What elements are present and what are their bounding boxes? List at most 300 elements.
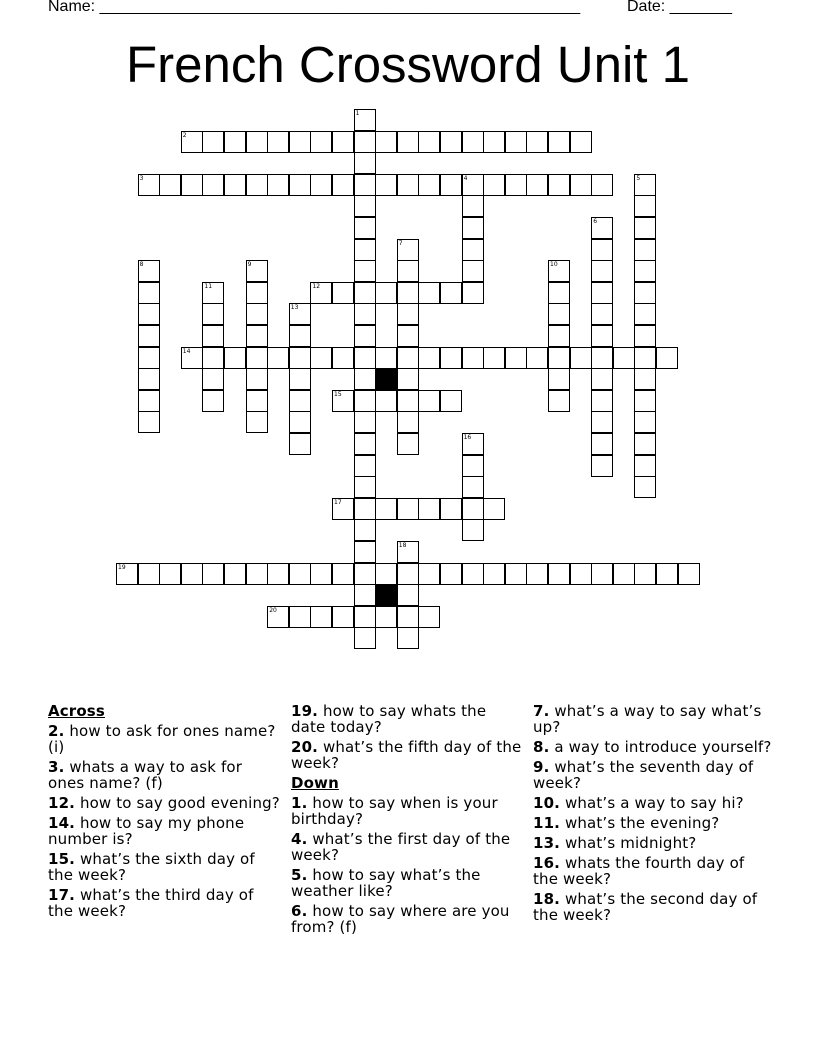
clue-number: 12. [48, 794, 76, 812]
grid-cell[interactable] [483, 131, 505, 153]
grid-cell[interactable] [138, 347, 160, 369]
grid-cell[interactable] [526, 563, 548, 585]
grid-cell[interactable] [397, 411, 419, 433]
clue-down-16 [533, 855, 773, 887]
grid-cell[interactable] [332, 347, 354, 369]
grid-cell[interactable] [505, 131, 527, 153]
grid-cell[interactable] [418, 606, 440, 628]
grid-cell[interactable] [354, 368, 376, 390]
grid-cell[interactable] [310, 174, 332, 196]
grid-cell[interactable] [591, 563, 613, 585]
grid-cell[interactable] [332, 563, 354, 585]
clue-text: what’s the second day of the week? [533, 890, 758, 924]
cell-number: 7 [398, 239, 403, 247]
grid-cell[interactable] [138, 411, 160, 433]
grid-cell[interactable] [462, 217, 484, 239]
grid-cell[interactable] [483, 563, 505, 585]
grid-cell[interactable] [548, 368, 570, 390]
grid-cell[interactable] [375, 282, 397, 304]
grid-cell[interactable] [613, 347, 635, 369]
grid-cell[interactable] [354, 239, 376, 261]
clue-text: whats the fourth day of the week? [533, 854, 745, 888]
grid-cell[interactable] [289, 303, 311, 325]
grid-cell[interactable] [354, 109, 376, 131]
grid-cell[interactable] [591, 217, 613, 239]
clue-text: what’s the evening? [564, 814, 720, 832]
grid-cell[interactable] [591, 390, 613, 412]
grid-cell[interactable] [289, 390, 311, 412]
grid-cell[interactable] [224, 174, 246, 196]
black-square [375, 368, 397, 390]
cell-number: 11 [204, 282, 213, 290]
grid-cell[interactable] [202, 282, 224, 304]
clue-across-2 [48, 723, 280, 755]
grid-cell[interactable] [483, 498, 505, 520]
grid-cell[interactable] [181, 563, 203, 585]
grid-cell[interactable] [526, 347, 548, 369]
clue-number: 19. [291, 702, 319, 720]
grid-cell[interactable] [354, 282, 376, 304]
grid-cell[interactable] [375, 606, 397, 628]
clues-column-2 [291, 699, 523, 935]
grid-cell[interactable] [224, 131, 246, 153]
clue-text: what’s the third day of the week? [48, 886, 254, 920]
grid-cell[interactable] [440, 563, 462, 585]
grid-cell[interactable] [310, 347, 332, 369]
clue-text: how to say where are you from? (f) [291, 902, 510, 936]
clue-text: how to ask for ones name? (i) [48, 722, 276, 756]
grid-cell[interactable] [246, 282, 268, 304]
cell-number: 12 [312, 282, 321, 290]
grid-cell[interactable] [462, 455, 484, 477]
grid-cell[interactable] [332, 131, 354, 153]
clue-down-13 [533, 835, 773, 851]
grid-cell[interactable] [397, 368, 419, 390]
cell-number: 17 [334, 498, 342, 506]
clue-text: how to say my phone number is? [48, 814, 245, 848]
grid-cell[interactable] [570, 174, 592, 196]
clue-across-15 [48, 851, 280, 883]
grid-cell[interactable] [591, 260, 613, 282]
clue-down-9 [533, 759, 773, 791]
cell-number: 9 [247, 261, 252, 269]
grid-cell[interactable] [138, 260, 160, 282]
grid-cell[interactable] [354, 131, 376, 153]
clue-number: 17. [48, 886, 76, 904]
grid-cell[interactable] [138, 368, 160, 390]
grid-cell[interactable] [289, 368, 311, 390]
black-square [375, 584, 397, 606]
cell-number: 1 [355, 110, 360, 117]
grid-cell[interactable] [462, 433, 484, 455]
grid-cell[interactable] [289, 347, 311, 369]
grid-cell[interactable] [634, 239, 656, 261]
grid-cell[interactable] [397, 303, 419, 325]
across-heading: Across [48, 702, 105, 720]
grid-cell[interactable] [332, 174, 354, 196]
grid-cell[interactable] [397, 433, 419, 455]
clue-down-4 [291, 831, 523, 863]
grid-cell[interactable] [591, 282, 613, 304]
grid-cell[interactable] [354, 541, 376, 563]
clue-text: how to say what’s the weather like? [291, 866, 481, 900]
grid-cell[interactable] [634, 368, 656, 390]
grid-cell[interactable] [375, 390, 397, 412]
clue-number: 11. [533, 814, 561, 832]
grid-cell[interactable] [548, 260, 570, 282]
grid-cell[interactable] [375, 347, 397, 369]
grid-cell[interactable] [354, 627, 376, 649]
grid-cell[interactable] [310, 131, 332, 153]
grid-cell[interactable] [354, 260, 376, 282]
grid-cell[interactable] [462, 282, 484, 304]
grid-cell[interactable] [591, 368, 613, 390]
grid-cell[interactable] [634, 390, 656, 412]
grid-cell[interactable] [548, 131, 570, 153]
grid-cell[interactable] [224, 563, 246, 585]
grid-cell[interactable] [397, 325, 419, 347]
grid-cell[interactable] [289, 131, 311, 153]
grid-cell[interactable] [440, 390, 462, 412]
grid-cell[interactable] [354, 455, 376, 477]
grid-cell[interactable] [138, 303, 160, 325]
cell-number: 4 [463, 174, 468, 182]
grid-cell[interactable] [354, 476, 376, 498]
grid-cell[interactable] [483, 174, 505, 196]
grid-cell[interactable] [289, 433, 311, 455]
grid-cell[interactable] [397, 282, 419, 304]
clue-text: what’s the seventh day of week? [533, 758, 754, 792]
clue-number: 4. [291, 830, 308, 848]
grid-cell[interactable] [418, 563, 440, 585]
grid-cell[interactable] [224, 347, 246, 369]
grid-cell[interactable] [332, 282, 354, 304]
grid-cell[interactable] [289, 174, 311, 196]
grid-cell[interactable] [591, 239, 613, 261]
grid-cell[interactable] [267, 174, 289, 196]
grid-cell[interactable] [397, 627, 419, 649]
grid-cell[interactable] [397, 390, 419, 412]
grid-cell[interactable] [138, 390, 160, 412]
grid-cell[interactable] [289, 411, 311, 433]
clue-down-18 [533, 891, 773, 923]
cell-number: 13 [290, 304, 299, 312]
grid-cell[interactable] [634, 325, 656, 347]
grid-cell[interactable] [418, 282, 440, 304]
grid-cell[interactable] [397, 541, 419, 563]
grid-cell[interactable] [634, 303, 656, 325]
grid-cell[interactable] [354, 195, 376, 217]
grid-cell[interactable] [462, 563, 484, 585]
grid-cell[interactable] [634, 347, 656, 369]
grid-cell[interactable] [375, 563, 397, 585]
grid-cell[interactable] [656, 563, 678, 585]
clue-text: what’s a way to say hi? [564, 794, 744, 812]
grid-cell[interactable] [634, 260, 656, 282]
grid-cell[interactable] [354, 498, 376, 520]
grid-cell[interactable] [397, 347, 419, 369]
clue-number: 3. [48, 758, 65, 776]
clue-across-20 [291, 739, 523, 771]
grid-cell[interactable] [246, 303, 268, 325]
clue-number: 9. [533, 758, 550, 776]
grid-cell[interactable] [462, 131, 484, 153]
grid-cell[interactable] [656, 347, 678, 369]
grid-cell[interactable] [202, 368, 224, 390]
grid-cell[interactable] [397, 606, 419, 628]
grid-cell[interactable] [246, 260, 268, 282]
grid-cell[interactable] [397, 563, 419, 585]
clue-text: what’s the first day of the week? [291, 830, 511, 864]
grid-cell[interactable] [267, 606, 289, 628]
grid-cell[interactable] [246, 347, 268, 369]
down-heading: Down [291, 774, 339, 792]
grid-cell[interactable] [310, 282, 332, 304]
grid-cell[interactable] [354, 390, 376, 412]
grid-cell[interactable] [267, 347, 289, 369]
cell-number: 15 [334, 390, 342, 398]
cell-number: 16 [463, 434, 472, 441]
grid-cell[interactable] [613, 563, 635, 585]
grid-cell[interactable] [591, 433, 613, 455]
grid-cell[interactable] [462, 260, 484, 282]
grid-cell[interactable] [462, 239, 484, 261]
clue-text: what’s a way to say what’s up? [533, 702, 762, 736]
clue-down-1 [291, 795, 523, 827]
grid-cell[interactable] [289, 563, 311, 585]
grid-cell[interactable] [202, 131, 224, 153]
clue-number: 16. [533, 854, 561, 872]
cell-number: 14 [182, 347, 191, 355]
grid-cell[interactable] [246, 174, 268, 196]
grid-cell[interactable] [591, 411, 613, 433]
clue-down-7 [533, 703, 773, 735]
grid-cell[interactable] [418, 131, 440, 153]
clue-text: what’s the fifth day of the week? [291, 738, 522, 772]
grid-cell[interactable] [202, 563, 224, 585]
grid-cell[interactable] [634, 476, 656, 498]
grid-cell[interactable] [462, 498, 484, 520]
grid-cell[interactable] [440, 131, 462, 153]
grid-cell[interactable] [440, 174, 462, 196]
clue-text: how to say good evening? [79, 794, 280, 812]
grid-cell[interactable] [548, 303, 570, 325]
clue-number: 20. [291, 738, 319, 756]
grid-cell[interactable] [678, 563, 700, 585]
grid-cell[interactable] [462, 347, 484, 369]
grid-cell[interactable] [202, 303, 224, 325]
grid-cell[interactable] [548, 390, 570, 412]
clue-number: 10. [533, 794, 561, 812]
clue-text: a way to introduce yourself? [554, 738, 772, 756]
grid-cell[interactable] [526, 131, 548, 153]
grid-cell[interactable] [397, 260, 419, 282]
grid-cell[interactable] [138, 174, 160, 196]
grid-cell[interactable] [159, 174, 181, 196]
grid-cell[interactable] [634, 563, 656, 585]
grid-cell[interactable] [634, 282, 656, 304]
grid-cell[interactable] [246, 411, 268, 433]
grid-cell[interactable] [505, 563, 527, 585]
grid-cell[interactable] [354, 519, 376, 541]
grid-cell[interactable] [267, 131, 289, 153]
clue-number: 5. [291, 866, 308, 884]
grid-cell[interactable] [397, 498, 419, 520]
cell-number: 2 [182, 131, 187, 139]
grid-cell[interactable] [548, 347, 570, 369]
grid-cell[interactable] [634, 433, 656, 455]
grid-cell[interactable] [375, 131, 397, 153]
grid-cell[interactable] [634, 195, 656, 217]
clues-column-3 [533, 699, 773, 923]
cell-number: 3 [139, 174, 144, 182]
grid-cell[interactable] [159, 563, 181, 585]
clue-across-17 [48, 887, 280, 919]
grid-cell[interactable] [138, 325, 160, 347]
grid-cell[interactable] [505, 174, 527, 196]
grid-cell[interactable] [418, 174, 440, 196]
grid-cell[interactable] [138, 282, 160, 304]
grid-cell[interactable] [354, 606, 376, 628]
clue-number: 18. [533, 890, 561, 908]
grid-cell[interactable] [462, 519, 484, 541]
grid-cell[interactable] [246, 390, 268, 412]
clue-down-5 [291, 867, 523, 899]
grid-cell[interactable] [418, 347, 440, 369]
cell-number: 8 [139, 261, 144, 269]
grid-cell[interactable] [462, 174, 484, 196]
clue-number: 8. [533, 738, 550, 756]
grid-cell[interactable] [202, 390, 224, 412]
grid-cell[interactable] [570, 347, 592, 369]
grid-cell[interactable] [354, 347, 376, 369]
page-title: French Crossword Unit 1 [125, 36, 690, 93]
clue-number: 7. [533, 702, 550, 720]
grid-cell[interactable] [202, 174, 224, 196]
grid-cell[interactable] [634, 411, 656, 433]
grid-cell[interactable] [548, 563, 570, 585]
grid-cell[interactable] [354, 152, 376, 174]
grid-cell[interactable] [591, 455, 613, 477]
clue-number: 6. [291, 902, 308, 920]
cell-number: 19 [118, 563, 126, 571]
cell-number: 10 [550, 261, 558, 269]
grid-cell[interactable] [354, 584, 376, 606]
grid-cell[interactable] [246, 368, 268, 390]
grid-cell[interactable] [462, 195, 484, 217]
grid-cell[interactable] [354, 303, 376, 325]
grid-cell[interactable] [246, 563, 268, 585]
grid-cell[interactable] [634, 174, 656, 196]
grid-cell[interactable] [246, 131, 268, 153]
grid-cell[interactable] [354, 325, 376, 347]
grid-cell[interactable] [289, 325, 311, 347]
cell-number: 6 [593, 218, 598, 225]
grid-cell[interactable] [310, 606, 332, 628]
grid-cell[interactable] [332, 606, 354, 628]
grid-cell[interactable] [548, 282, 570, 304]
grid-cell[interactable] [354, 174, 376, 196]
grid-cell[interactable] [202, 325, 224, 347]
grid-cell[interactable] [267, 563, 289, 585]
grid-cell[interactable] [440, 347, 462, 369]
clue-text: whats a way to ask for ones name? (f) [48, 758, 243, 792]
grid-cell[interactable] [397, 174, 419, 196]
grid-cell[interactable] [375, 498, 397, 520]
grid-cell[interactable] [591, 303, 613, 325]
grid-cell[interactable] [354, 563, 376, 585]
grid-cell[interactable] [634, 217, 656, 239]
grid-cell[interactable] [418, 498, 440, 520]
clue-text: how to say when is your birthday? [291, 794, 498, 828]
cell-number: 18 [398, 542, 407, 549]
grid-cell[interactable] [591, 347, 613, 369]
grid-cell[interactable] [483, 347, 505, 369]
grid-cell[interactable] [246, 325, 268, 347]
grid-cell[interactable] [440, 498, 462, 520]
grid-cell[interactable] [181, 174, 203, 196]
grid-cell[interactable] [181, 131, 203, 153]
clue-number: 14. [48, 814, 76, 832]
grid-cell[interactable] [526, 174, 548, 196]
grid-cell[interactable] [116, 563, 138, 585]
grid-cell[interactable] [354, 217, 376, 239]
grid-cell[interactable] [138, 563, 160, 585]
clue-number: 15. [48, 850, 76, 868]
grid-cell[interactable] [591, 174, 613, 196]
grid-cell[interactable] [397, 584, 419, 606]
grid-cell[interactable] [548, 325, 570, 347]
grid-cell[interactable] [462, 476, 484, 498]
grid-cell[interactable] [202, 347, 224, 369]
name-field: Name: ______________________________________________________ [48, 0, 581, 15]
clue-down-10 [533, 795, 773, 811]
grid-cell[interactable] [570, 131, 592, 153]
grid-cell[interactable] [354, 411, 376, 433]
clue-text: how to say whats the date today? [291, 702, 487, 736]
clue-down-8 [533, 739, 773, 755]
date-field: Date: _______ [627, 0, 732, 15]
clue-down-11 [533, 815, 773, 831]
clue-number: 13. [533, 834, 561, 852]
grid-cell[interactable] [570, 563, 592, 585]
grid-cell[interactable] [332, 498, 354, 520]
grid-cell[interactable] [397, 131, 419, 153]
grid-cell[interactable] [354, 433, 376, 455]
clue-across-3 [48, 759, 280, 791]
clue-across-14 [48, 815, 280, 847]
grid-cell[interactable] [634, 455, 656, 477]
grid-cell[interactable] [332, 390, 354, 412]
grid-cell[interactable] [505, 347, 527, 369]
clue-number: 1. [291, 794, 308, 812]
clue-number: 2. [48, 722, 65, 740]
grid-cell[interactable] [397, 239, 419, 261]
clues-column-1 [48, 699, 280, 919]
grid-cell[interactable] [310, 563, 332, 585]
clue-across-12 [48, 795, 280, 811]
grid-cell[interactable] [591, 325, 613, 347]
grid-cell[interactable] [548, 174, 570, 196]
grid-cell[interactable] [440, 282, 462, 304]
clue-down-6 [291, 903, 523, 935]
grid-cell[interactable] [375, 174, 397, 196]
grid-cell[interactable] [181, 347, 203, 369]
grid-cell[interactable] [418, 390, 440, 412]
grid-cell[interactable] [289, 606, 311, 628]
clue-text: what’s midnight? [564, 834, 697, 852]
cell-number: 5 [636, 174, 641, 182]
